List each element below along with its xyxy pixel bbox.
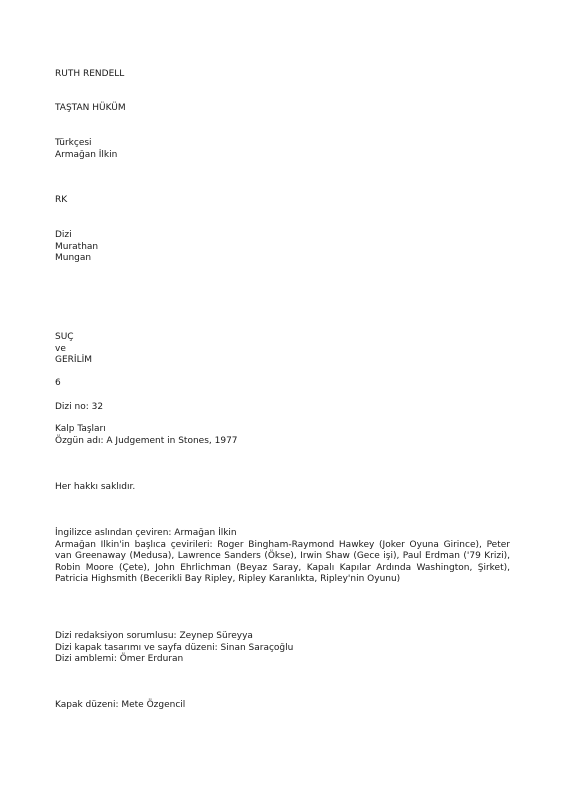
series-editor-label: Dizi (55, 230, 72, 240)
translator-other-works: Armağan Ilkin'in başlıca çevirileri: Roger Bingham-Raymond Hawkey (Joker Oyuna Girince), Peter van Greenaway (Medusa), Lawrence Sanders (Ökse), Irwin Shaw (Gece işi), Paul Erdman ('79 Krizi), Robin Moore (Çete), John Ehrlichman (Beyaz Saray, Kapalı Kapılar Ardında Washington, Şirket), Patricia Highsmith (Becerikli Bay Ripley, Ripley Karanlıkta, Ripley'nin Oyunu) (55, 539, 510, 585)
translator-info-block (55, 528, 510, 586)
translation-label: Türkçesi (55, 138, 92, 148)
rights-block (55, 482, 510, 494)
series-no-block (55, 402, 510, 414)
publisher-mark-block (55, 195, 510, 207)
series-editor-block (55, 230, 510, 265)
emblem-credit: Dizi amblemi: Ömer Erduran (55, 654, 184, 665)
titles-block (55, 424, 510, 447)
series-editor-first-name: Murathan (55, 241, 99, 252)
translator-credit: İngilizce aslından çeviren: Armağan İlkin (55, 528, 237, 538)
series-name-line3: GERİLİM (55, 355, 93, 366)
series-editor-last-name: Mungan (55, 253, 92, 264)
series-name-line1: SUÇ (55, 332, 74, 342)
book-title: TAŞTAN HÜKÜM (55, 103, 126, 113)
series-name-line2: ve (55, 343, 66, 354)
rights-notice: Her hakkı saklıdır. (55, 482, 136, 492)
original-title: Özgün adı: A Judgement in Stones, 1977 (55, 435, 238, 446)
design-credit: Dizi kapak tasarımı ve sayfa düzeni: Sinan Saraçoğlu (55, 642, 294, 653)
translation-block (55, 138, 510, 161)
author-block (55, 69, 510, 81)
author-name: RUTH RENDELL (55, 69, 125, 79)
editor-credit: Dizi redaksiyon sorumlusu: Zeynep Süreyya (55, 631, 253, 641)
cover-credit: Kapak düzeni: Mete Özgencil (55, 700, 186, 710)
series-number: 6 (55, 378, 61, 388)
series-no: Dizi no: 32 (55, 402, 104, 412)
publisher-mark: RK (55, 195, 68, 205)
turkish-title: Kalp Taşları (55, 424, 106, 434)
series-name-block (55, 332, 510, 367)
cover-credit-block (55, 700, 510, 712)
series-credits-block (55, 631, 510, 666)
title-block (55, 103, 510, 115)
series-number-block (55, 378, 510, 390)
translator-name: Armağan İlkin (55, 149, 118, 160)
